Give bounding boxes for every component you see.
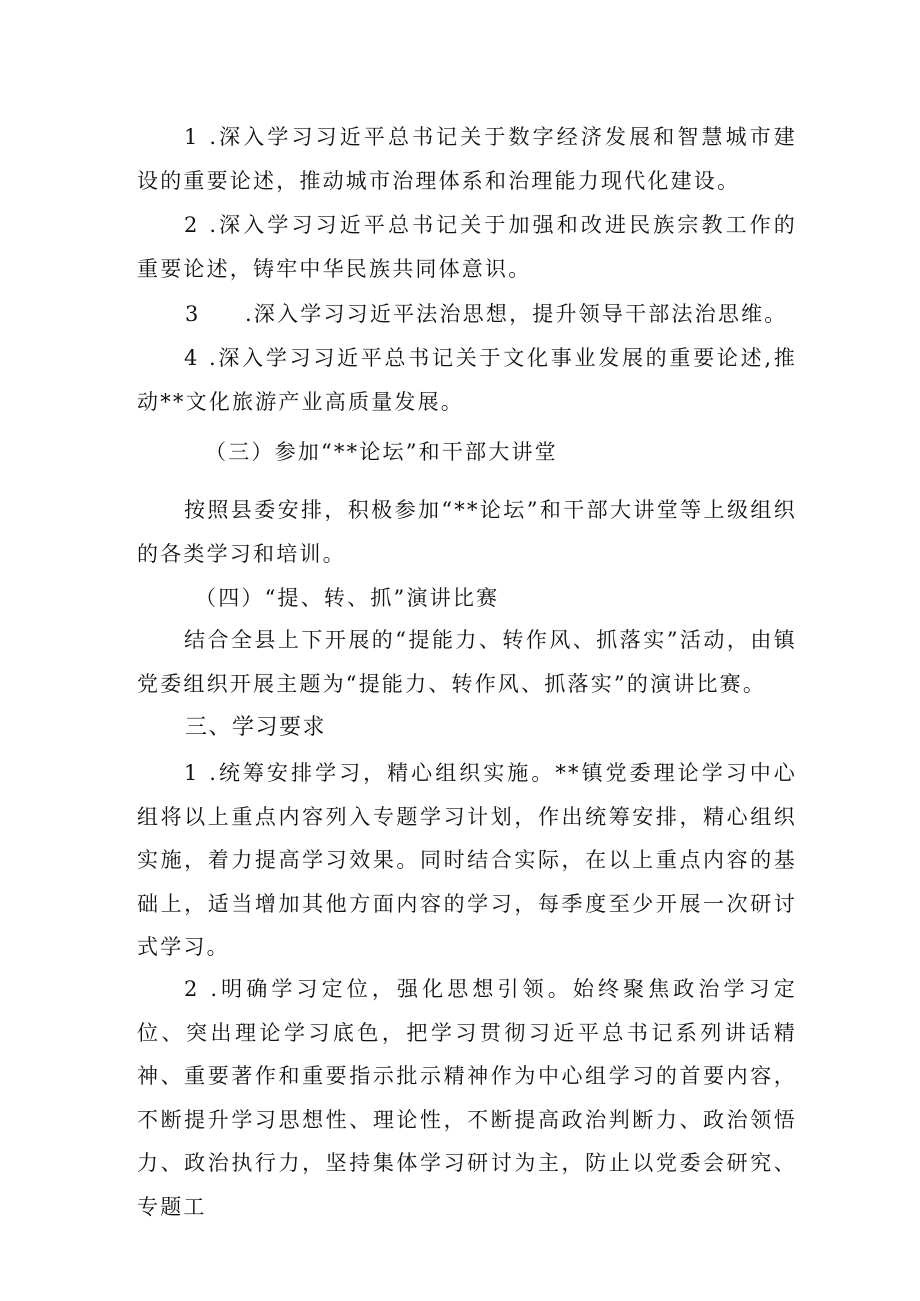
subsection-4-heading: （四）“提、转、抓”演讲比赛 bbox=[195, 586, 500, 610]
study-item-3-text: .深入学习习近平法治思想，提升领导干部法治思维。 bbox=[245, 302, 788, 326]
requirement-1: 1 .统筹安排学习，精心组织实施。**镇党委理论学习中心组将以上重点内容列入专题学习计划，作出统筹安排，精心组织实施，着力提高学习效果。同时结合实际，在以上重点内容的基础上，适当增加其他方面内容的学习，每季度至少开展一次研讨式学习。 bbox=[137, 761, 797, 959]
study-item-3 bbox=[185, 293, 787, 337]
subsection-3-heading: （三）参加“**论坛”和干部大讲堂 bbox=[205, 440, 558, 464]
subsection-4-body: 结合全县上下开展的“提能力、转作风、抓落实”活动，由镇党委组织开展主题为“提能力、转作风、抓落实”的演讲比赛。 bbox=[137, 628, 797, 696]
study-item-3-number: 3 bbox=[185, 302, 201, 326]
subsection-3-body: 按照县委安排，积极参加“**论坛”和干部大讲堂等上级组织的各类学习和培训。 bbox=[137, 498, 797, 566]
requirement-2: 2 .明确学习定位，强化思想引领。始终聚焦政治学习定位、突出理论学习底色，把学习贯彻习近平总书记系列讲话精神、重要著作和重要指示批示精神作为中心组学习的首要内容，不断提升学习思想性、理论性，不断提高政治判断力、政治领悟力、政治执行力，坚持集体学习研讨为主，防止以党委会研究、专题工 bbox=[137, 977, 797, 1219]
study-item-1: 1 .深入学习习近平总书记关于数字经济发展和智慧城市建设的重要论述，推动城市治理体系和治理能力现代化建设。 bbox=[137, 125, 797, 193]
study-item-4: 4 .深入学习习近平总书记关于文化事业发展的重要论述,推动**文化旅游产业高质量发展。 bbox=[137, 346, 797, 414]
section-3-title: 三、学习要求 bbox=[185, 715, 327, 740]
study-item-2: 2 .深入学习习近平总书记关于加强和改进民族宗教工作的重要论述，铸牢中华民族共同体意识。 bbox=[137, 213, 797, 281]
